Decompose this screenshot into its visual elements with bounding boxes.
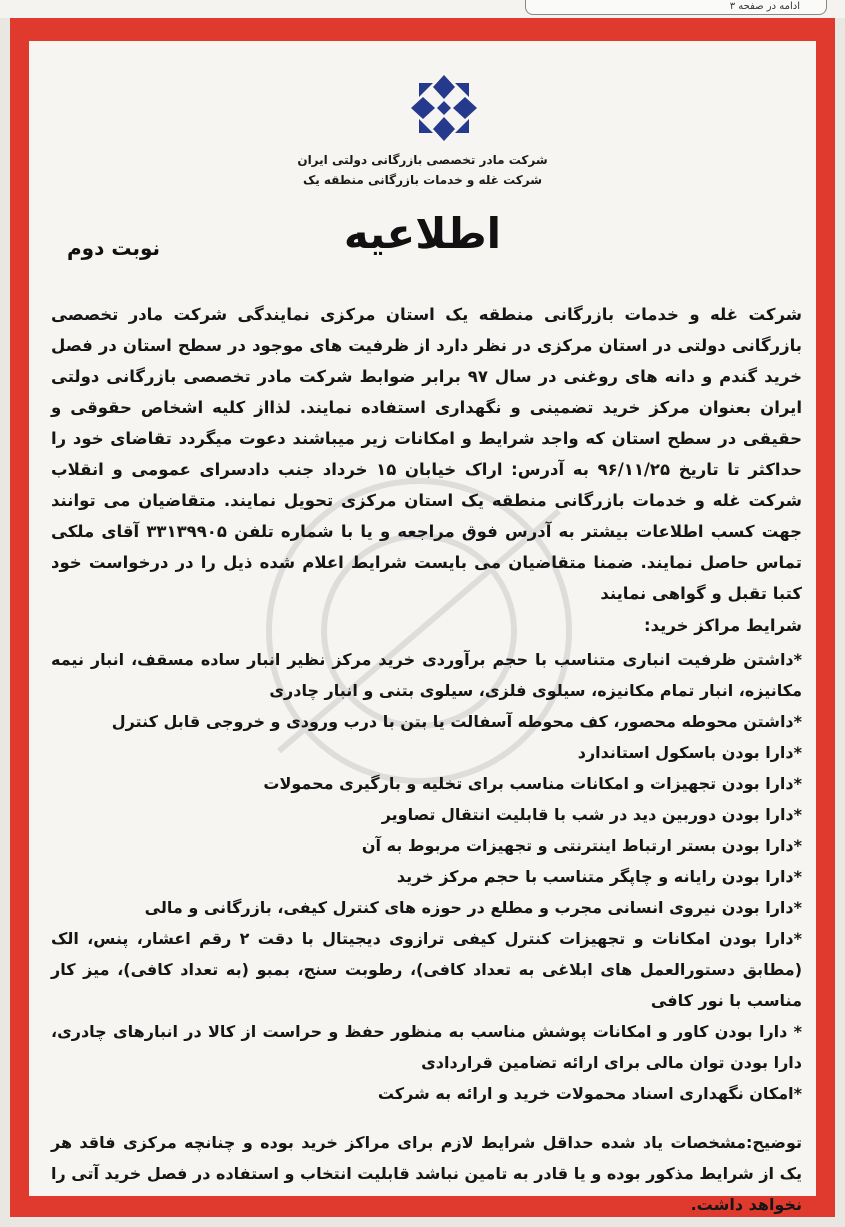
condition-item: *دارا بودن امکانات و تجهیزات کنترل کیفی ترازوی دیجیتال با دقت ۲ رقم اعشار، پنس، الک (مطابق دستورالعمل های ابلاغی به تعداد کافی)، رطوبت سنج، بمبو (به تعداد کافی)، میز کار مناسب با نور کافی	[51, 929, 802, 1010]
conditions-title: شرایط مراکز خرید:	[644, 616, 802, 635]
continued-label: ادامه در صفحه ۳	[729, 1, 800, 12]
condition-item: *دارا بودن رایانه و چاپگر متناسب با حجم مرکز خرید	[396, 867, 802, 886]
condition-item: *امکان نگهداری اسناد محمولات خرید و ارائه به شرکت	[377, 1084, 802, 1103]
condition-item: * دارا بودن کاور و امکانات پوشش مناسب به منظور حفظ و حراست از کالا در انبارهای چادری، دارا بودن توان مالی برای ارائه تضامین قراردادی	[51, 1022, 802, 1072]
condition-item: *داشتن محوطه محصور، کف محوطه آسفالت یا بتن با درب ورودی و خروجی قابل کنترل	[111, 712, 802, 731]
condition-item: *دارا بودن بستر ارتباط اینترنتی و تجهیزات مربوط به آن	[361, 836, 802, 855]
conditions-list	[51, 644, 802, 1109]
condition-item: *دارا بودن باسکول استاندارد	[577, 743, 802, 762]
announcement-frame	[10, 18, 835, 1217]
condition-item: *دارا بودن نیروی انسانی مجرب و مطلع در حوزه های کنترل کیفی، بازرگانی و مالی	[144, 898, 802, 917]
publication-round: نوبت دوم	[67, 236, 161, 260]
announcement-panel	[29, 41, 816, 1214]
announcement-body: شرکت غله و خدمات بازرگانی منطقه یک استان مرکزی نمایندگی شرکت مادر تخصصی بازرگانی دولتی در استان مرکزی در نظر دارد از ظرفیت های موجود در سطح استان در فصل خرید گندم و دانه های روغنی در سال ۹۷ برابر ضوابط شرکت مادر تخصصی بازرگانی دولتی ایران بعنوان مرکز خرید تضمینی و نگهداری استفاده نمایند. لذااز کلیه اشخاص حقوقی و حقیقی در سطح استان که واجد شرایط و امکانات زیر میباشند دعوت میگردد تقاضای خود را حداکثر تا تاریخ ۹۶/۱۱/۲۵ به آدرس: اراک خیابان ۱۵ خرداد جنب دادسرای عمومی و انقلاب شرکت غله و خدمات بازرگانی منطقه یک استان مرکزی تحویل نمایند. متقاضیان می توانند جهت کسب اطلاعات بیشتر به آدرس فوق مراجعه و یا با شماره تلفن ۳۳۱۳۹۹۰۵ آقای ملکی تماس حاصل نمایند. ضمنا متقاضیان می بایست شرایط اعلام شده ذیل را در درخواست خود کتبا تقبل و گواهی نمایند	[51, 305, 802, 603]
announcement-note: توضیح:مشخصات یاد شده حداقل شرایط لازم برای مراکز خرید بوده و چنانچه مرکزی فاقد هر یک از شرایط مذکور بوده و یا قادر به تامین نباشد قابلیت انتخاب و استفاده در فصل خرید آتی را نخواهد داشت.	[51, 1133, 802, 1214]
announcement-title: اطلاعیه	[343, 209, 502, 258]
condition-item: *دارا بودن دوربین دید در شب با قابلیت انتقال تصاویر	[381, 805, 802, 824]
condition-item: *دارا بودن تجهیزات و امکانات مناسب برای تخلیه و بارگیری محمولات	[263, 774, 802, 793]
parent-company-name: شرکت مادر تخصصی بازرگانی دولتی ایران	[297, 153, 548, 167]
continued-note-box	[525, 0, 827, 15]
company-logo-icon	[409, 73, 479, 143]
condition-item: *داشتن ظرفیت انباری متناسب با حجم برآوردی خرید مرکز نظیر انبار ساده مسقف، انبار نیمه مکانیزه، انبار تمام مکانیزه، سیلوی فلزی، سیلوی بتنی و انبار چادری	[51, 650, 802, 700]
company-name: شرکت غله و خدمات بازرگانی منطقه یک	[302, 173, 543, 187]
